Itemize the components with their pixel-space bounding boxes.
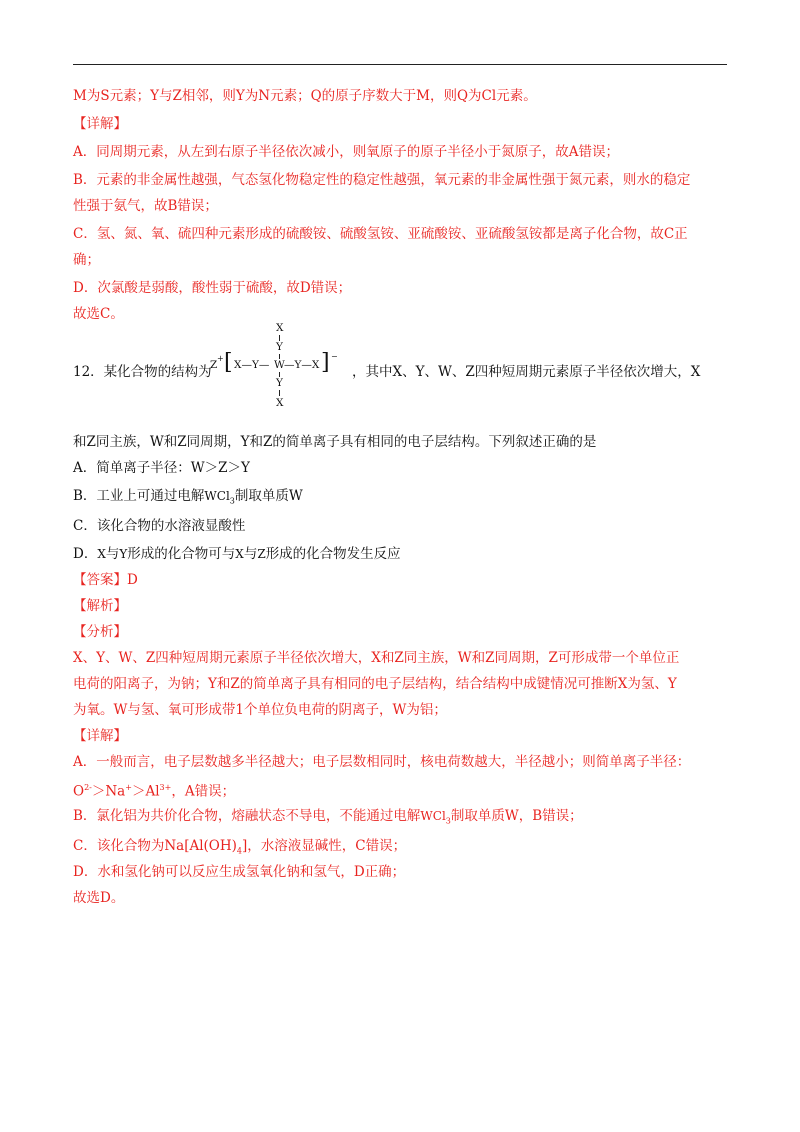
text-line: 为氧。W与氢、氧可形成带1个单位负电荷的阴离子，W为铝； bbox=[73, 702, 447, 718]
anion-charge: − bbox=[331, 352, 338, 361]
option-d: D．X与Y形成的化合物可与X与Z形成的化合物发生反应 bbox=[73, 546, 401, 562]
center-atom: W bbox=[274, 359, 285, 371]
text-line: 故选D。 bbox=[73, 890, 125, 906]
answer-line: 【答案】D bbox=[73, 572, 138, 588]
section-heading: 【详解】 bbox=[73, 116, 127, 132]
text-line: A．一般而言，电子层数越多半径越大；电子层数相同时，核电荷数越大，半径越小；则简单离子半径： bbox=[73, 754, 691, 770]
right-chain: —Y—X bbox=[284, 359, 320, 371]
option-c: C．该化合物的水溶液显酸性 bbox=[73, 518, 246, 534]
text-line: C．该化合物为$Na[Al(OH)_4]$，水溶液显碱性，C错误； bbox=[73, 838, 407, 856]
left-bracket: [ bbox=[224, 350, 233, 375]
question-line: 和Z同主族，W和Z同周期，Y和Z的简单离子具有相同的电子层结构。下列叙述正确的是 bbox=[73, 434, 597, 450]
bond-line bbox=[279, 390, 280, 396]
text-line: X、Y、W、Z四种短周期元素原子半径依次增大，X和Z同主族，W和Z同周期，Z可形成带一个单位正 bbox=[73, 650, 680, 666]
cation-charge: + bbox=[217, 354, 224, 363]
question-suffix: ，其中X、Y、W、Z四种短周期元素原子半径依次增大，X bbox=[352, 364, 701, 380]
cation-symbol: Z bbox=[210, 359, 218, 371]
top-x: X bbox=[276, 322, 284, 334]
structure-formula bbox=[210, 322, 350, 414]
top-y: Y bbox=[276, 341, 283, 353]
text-line: D．次氯酸是弱酸，酸性弱于硫酸，故D错误； bbox=[73, 280, 352, 296]
text-line: B．氯化铝为共价化合物，熔融状态不导电，不能通过电解WCl$_3$制取单质W，B错误； bbox=[73, 808, 583, 826]
text-line: 确； bbox=[73, 252, 100, 268]
text-line: 故选C。 bbox=[73, 306, 124, 322]
text-line: A．同周期元素，从左到右原子半径依次减小，则氧原子的原子半径小于氮原子，故A错误； bbox=[73, 144, 619, 160]
left-chain: X—Y— bbox=[234, 359, 270, 371]
right-bracket: ] bbox=[321, 350, 330, 375]
question-12-stem bbox=[73, 322, 727, 414]
text-line: 电荷的阳离子，为钠；Y和Z的简单离子具有相同的电子层结构，结合结构中成键情况可推断X为氢、Y bbox=[73, 676, 677, 692]
section-heading: 【分析】 bbox=[73, 624, 127, 640]
header-rule bbox=[73, 64, 727, 65]
text-line: C．氢、氮、氧、硫四种元素形成的硫酸铵、硫酸氢铵、亚硫酸铵、亚硫酸氢铵都是离子化合物，故C正 bbox=[73, 226, 688, 242]
bottom-y: Y bbox=[276, 377, 283, 389]
section-heading: 【解析】 bbox=[73, 598, 127, 614]
question-prefix: 12．某化合物的结构为 bbox=[73, 364, 212, 380]
option-b: B．工业上可通过电解WCl$_3$制取单质W bbox=[73, 488, 303, 506]
section-heading: 【详解】 bbox=[73, 728, 127, 744]
text-line: 性强于氨气，故B错误； bbox=[73, 198, 218, 214]
bond-line bbox=[279, 354, 280, 359]
text-line: B．元素的非金属性越强，气态氢化物稳定性的稳定性越强，氧元素的非金属性强于氮元素，则水的稳定 bbox=[73, 172, 691, 188]
bottom-x: X bbox=[276, 397, 284, 409]
text-line: $O^{2-}>Na^+>Al^{3+}$，A错误； bbox=[73, 783, 236, 800]
text-line: M为S元素；Y与Z相邻，则Y为N元素；Q的原子序数大于M，则Q为Cl元素。 bbox=[73, 88, 537, 104]
option-a: A．简单离子半径：W＞Z＞Y bbox=[73, 460, 250, 476]
text-line: D．水和氢化钠可以反应生成氢氧化钠和氢气，D正确； bbox=[73, 864, 406, 880]
